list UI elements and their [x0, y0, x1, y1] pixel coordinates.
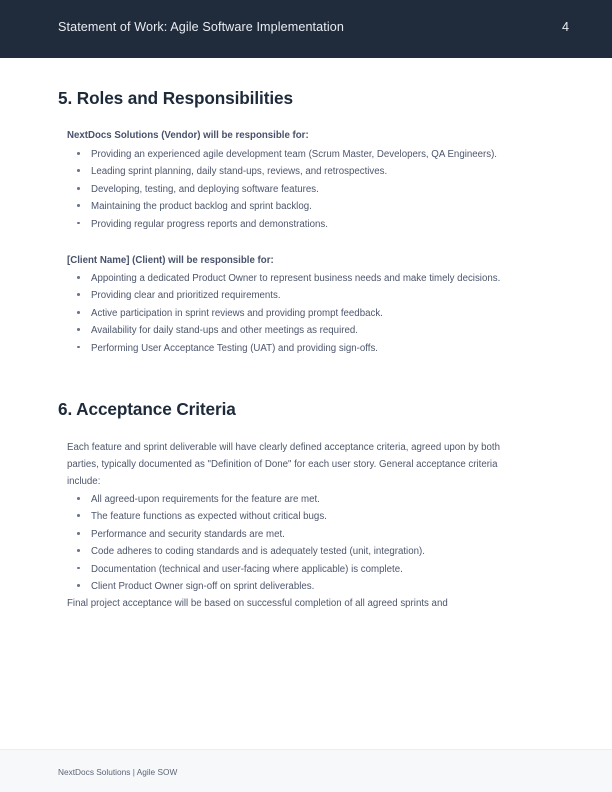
- bullet-dot-icon: [77, 567, 80, 570]
- bullet-dot-icon: [77, 204, 80, 207]
- list-item-text: Providing an experienced agile development team (Scrum Master, Developers, QA Engineers).: [91, 149, 498, 160]
- vendor-responsibilities-lead: NextDocs Solutions (Vendor) will be responsible for:: [67, 130, 309, 141]
- list-item-text: Developing, testing, and deploying software features.: [91, 183, 319, 195]
- list-item-text: Providing clear and prioritized requirements.: [91, 290, 281, 302]
- list-item: [0, 543, 545, 560]
- bullet-dot-icon: [77, 222, 80, 225]
- list-item: [0, 561, 545, 578]
- page-footer: [0, 749, 612, 792]
- bullet-dot-icon: [77, 169, 80, 172]
- list-item: [0, 181, 529, 198]
- footer-text: NextDocs Solutions | Agile SOW: [58, 767, 178, 777]
- list-item-text: Providing regular progress reports and demonstrations.: [91, 218, 328, 230]
- list-item-text: Appointing a dedicated Product Owner to represent business needs and make timely decisions.: [91, 273, 501, 284]
- list-item-text: Leading sprint planning, daily stand-ups, reviews, and retrospectives.: [91, 166, 388, 178]
- list-item-text: Client Product Owner sign-off on sprint deliverables.: [91, 581, 315, 593]
- list-item: [0, 526, 545, 543]
- list-item-text: All agreed-upon requirements for the feature are met.: [91, 494, 320, 505]
- bullet-dot-icon: [77, 328, 80, 331]
- list-item-text: Active participation in sprint reviews and providing prompt feedback.: [91, 307, 383, 319]
- list-item-text: Performing User Acceptance Testing (UAT) and providing sign-offs.: [91, 342, 378, 354]
- bullet-dot-icon: [77, 276, 80, 279]
- list-item: [0, 508, 545, 525]
- list-item: [0, 305, 529, 322]
- bullet-dot-icon: [77, 549, 80, 552]
- page-number: 4: [562, 20, 570, 34]
- client-responsibilities-list: [0, 270, 612, 357]
- bullet-dot-icon: [77, 293, 80, 296]
- vendor-responsibilities-list: [0, 146, 612, 233]
- list-item-text: Availability for daily stand-ups and other meetings as required.: [91, 325, 358, 337]
- bullet-dot-icon: [77, 311, 80, 314]
- acceptance-criteria-list: [0, 491, 612, 595]
- acceptance-criteria-intro: Each feature and sprint deliverable will have clearly defined acceptance criteria, agreed upon by both parties, typically documented as "Definition of Done" for each user story. General acceptance criteria include:: [67, 442, 500, 487]
- section-heading-5: 5. Roles and Responsibilities: [58, 88, 293, 108]
- list-item-text: Performance and security standards are met.: [91, 528, 285, 540]
- list-item: [0, 216, 529, 233]
- list-item-text: Maintaining the product backlog and sprint backlog.: [91, 201, 312, 213]
- bullet-dot-icon: [77, 514, 80, 517]
- list-item: [0, 578, 545, 595]
- list-item: [0, 270, 529, 287]
- page-header: [0, 0, 612, 58]
- section-heading-6: 6. Acceptance Criteria: [58, 399, 236, 419]
- bullet-dot-icon: [77, 497, 80, 500]
- acceptance-criteria-closing: Final project acceptance will be based on successful completion of all agreed sprints and: [67, 598, 448, 609]
- list-item: [0, 146, 529, 163]
- bullet-dot-icon: [77, 152, 80, 155]
- page-content: [0, 58, 612, 749]
- list-item: [0, 322, 529, 339]
- document-title: Statement of Work: Agile Software Implementation: [58, 20, 344, 34]
- list-item-text: The feature functions as expected without critical bugs.: [91, 511, 327, 523]
- list-item: [0, 340, 529, 357]
- client-responsibilities-lead: [Client Name] (Client) will be responsible for:: [67, 255, 274, 266]
- list-item: [0, 287, 529, 304]
- list-item-text: Documentation (technical and user-facing where applicable) is complete.: [91, 563, 403, 575]
- bullet-dot-icon: [77, 532, 80, 535]
- list-item: [0, 491, 545, 508]
- list-item: [0, 163, 529, 180]
- bullet-dot-icon: [77, 346, 80, 349]
- list-item-text: Code adheres to coding standards and is adequately tested (unit, integration).: [91, 546, 425, 558]
- list-item: [0, 198, 529, 215]
- bullet-dot-icon: [77, 584, 80, 587]
- bullet-dot-icon: [77, 187, 80, 190]
